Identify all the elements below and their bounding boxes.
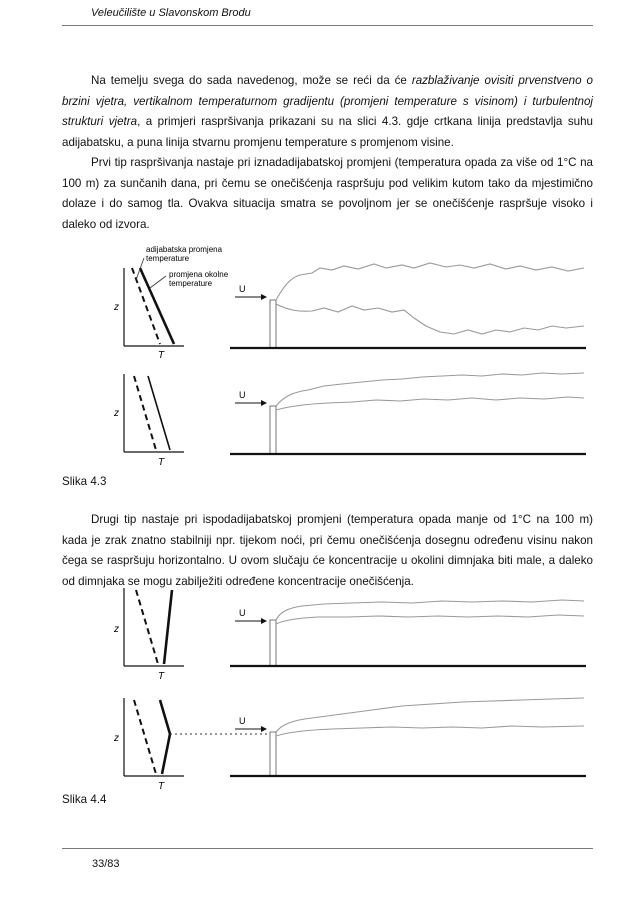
lower-z-label: z [114,733,119,744]
figure-4-4 [62,586,593,792]
lower-plume-bottom [276,726,584,736]
upper-plume-top [276,263,584,300]
page-number: 33/83 [92,858,120,870]
footer-rule [62,848,593,849]
paragraph-1: Na temelju svega do sada navedenog, može se reći da će razblaživanje ovisiti prvenstveno o brzini vjetra, vertikalnom temperaturnom gradijentu (promjeni temperature s visinom) i turbulentnoj strukturi vjetra, a primjeri raspršivanja prikazani su na slici 4.3. gdje crtkana linija predstavlja suhu adijabatsku, a puna linija stvarnu promjenu temperature s promjenom visine. [62,74,593,149]
upper-chimney [270,300,276,348]
lower-t-label: T [158,457,165,468]
upper-t-label: T [158,350,165,361]
upper-wind-label: U [239,608,246,618]
lower-plume-bottom [276,397,584,410]
upper-adiabatic-line [136,590,158,664]
paragraph-3: Drugi tip nastaje pri ispodadijabatskoj promjeni (temperatura opada manje od 1°C na 100 m) kada je zrak znatno stabilniji npr. tijekom noći, pri čemu onečišćenja dosegnu određenu visinu nakon čega se raspršuju horizontalno. U ovom slučaju će koncentracije u okolini dimnjaka biti male, a daleko od dimnjaka se mogu zabilježiti određene koncentracije onečišćenja. [62,513,593,588]
running-header: Veleučilište u Slavonskom Brodu [91,7,251,19]
lower-plume-top [276,373,584,406]
lower-wind-label: U [239,390,246,400]
lower-chimney [270,406,276,454]
upper-plume-bottom [276,304,584,334]
body-text-1 [62,71,593,235]
lower-adiabatic-line [134,700,156,774]
label-adiabatic: adijabatska promjena [146,245,223,254]
emphasis: razblaživanje ovisiti prvenstveno o brzini vjetra, vertikalnom temperaturnom gradijentu (promjeni temperature s visinom) i turbulentnoj strukturi vjetra [62,74,593,128]
caption-4-3: Slika 4.3 [62,475,107,488]
upper-ambient-line [164,590,172,664]
upper-z-label: z [114,624,119,635]
caption-4-4: Slika 4.4 [62,793,107,806]
upper-wind-label: U [239,284,246,294]
upper-plume-bottom [276,615,584,624]
lower-wind-label: U [239,716,246,726]
label-ambient: promjena okolne [169,270,229,279]
lower-t-label: T [158,781,165,792]
lower-ambient-line [160,700,170,774]
lower-adiabatic-line [134,376,156,450]
body-text-2 [62,510,593,592]
paragraph-2: Prvi tip raspršivanja nastaje pri iznadadijabatskoj promjeni (temperatura opada za više od 1°C na 100 m) za sunčanih dana, pri čemu se onečišćenja raspršuju pod velikim kutom tako da mjestimično dolaze i do samog tla. Ovakva situacija smatra se povoljnom jer se onečišćenje raspršuje visoko i daleko od izvora. [62,156,593,231]
leader-ambient [150,276,166,288]
upper-t-label: T [158,671,165,682]
upper-z-label: z [114,302,119,313]
svg-text:temperature: temperature [169,279,213,288]
lower-chimney [270,732,276,776]
upper-chimney [270,620,276,666]
lower-ambient-line [148,376,170,450]
figure-4-3 [62,246,593,468]
lower-z-label: z [114,408,119,419]
header-rule [62,25,593,26]
svg-text:temperature: temperature [146,254,190,263]
